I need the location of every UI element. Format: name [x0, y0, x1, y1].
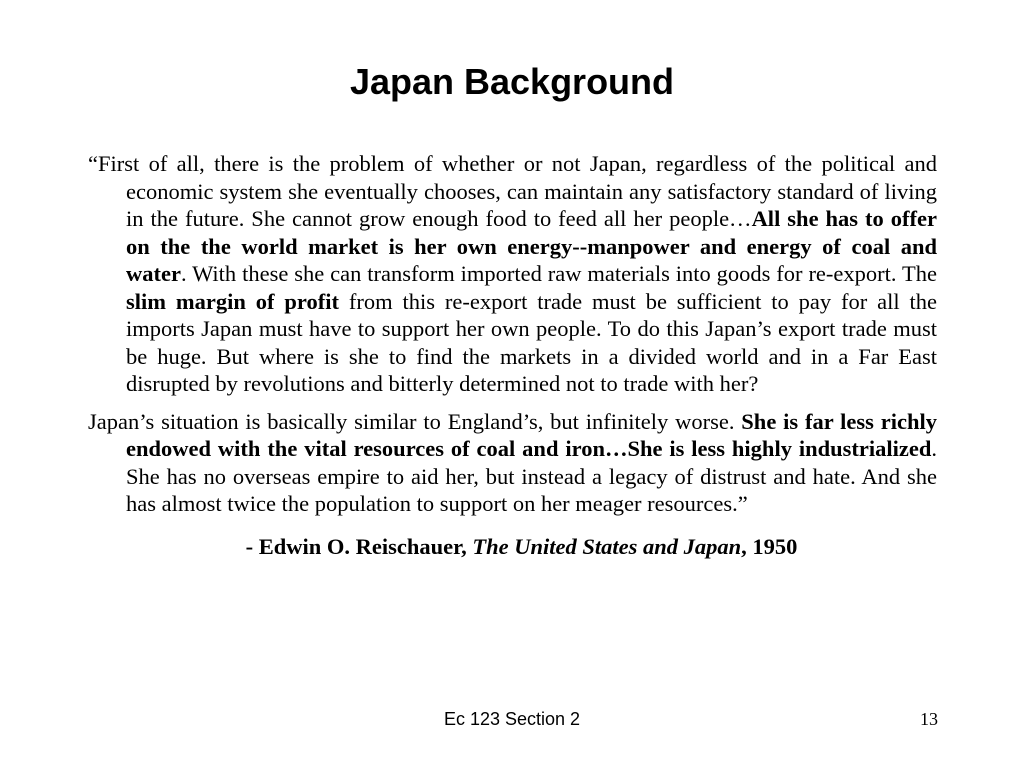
- paragraph-2-text-1: Japan’s situation is basically similar to England’s, but infinitely worse.: [88, 408, 742, 434]
- attribution: [88, 533, 937, 561]
- paragraph-1-text-3: from this re-export trade must be sufficient to pay for all the imports Japan must have to support her own people. To do this Japan’s export trade must be huge. But where is she to find the markets in a divided world and in a Far East disrupted by revolutions and bitterly determined not to trade with her?: [126, 288, 937, 396]
- attribution-suffix: , 1950: [741, 533, 798, 559]
- slide-title: Japan Background: [349, 61, 675, 102]
- footer-course-label: Ec 123 Section 2: [443, 709, 581, 729]
- paragraph-2-bold-1: She is far less richly endowed with the vital resources of coal and iron…She is less highly industrialized: [126, 408, 937, 461]
- quote-paragraph-2: [88, 408, 937, 518]
- attribution-prefix: - Edwin O. Reischauer,: [245, 533, 473, 559]
- page-number: 13: [920, 709, 938, 729]
- quote-paragraph-1: [88, 150, 937, 398]
- paragraph-1-bold-2: slim margin of profit: [126, 288, 339, 314]
- attribution-book-title: The United States and Japan: [472, 533, 742, 559]
- paragraph-1-text-1: “First of all, there is the problem of whether or not Japan, regardless of the political and economic system she eventually chooses, can maintain any satisfactory standard of living in the future. She cannot grow enough food to feed all her people…: [88, 151, 937, 231]
- paragraph-2-text-2: . She has no overseas empire to aid her, but instead a legacy of distrust and hate. And she has almost twice the population to support on her meager resources.”: [126, 436, 937, 516]
- paragraph-1-bold-1: All she has to offer on the the world market is her own energy--manpower and energy of coal and water: [126, 206, 937, 286]
- quote-body: [88, 150, 937, 560]
- paragraph-1-text-2: . With these she can transform imported raw materials into goods for re-export. The: [180, 261, 937, 286]
